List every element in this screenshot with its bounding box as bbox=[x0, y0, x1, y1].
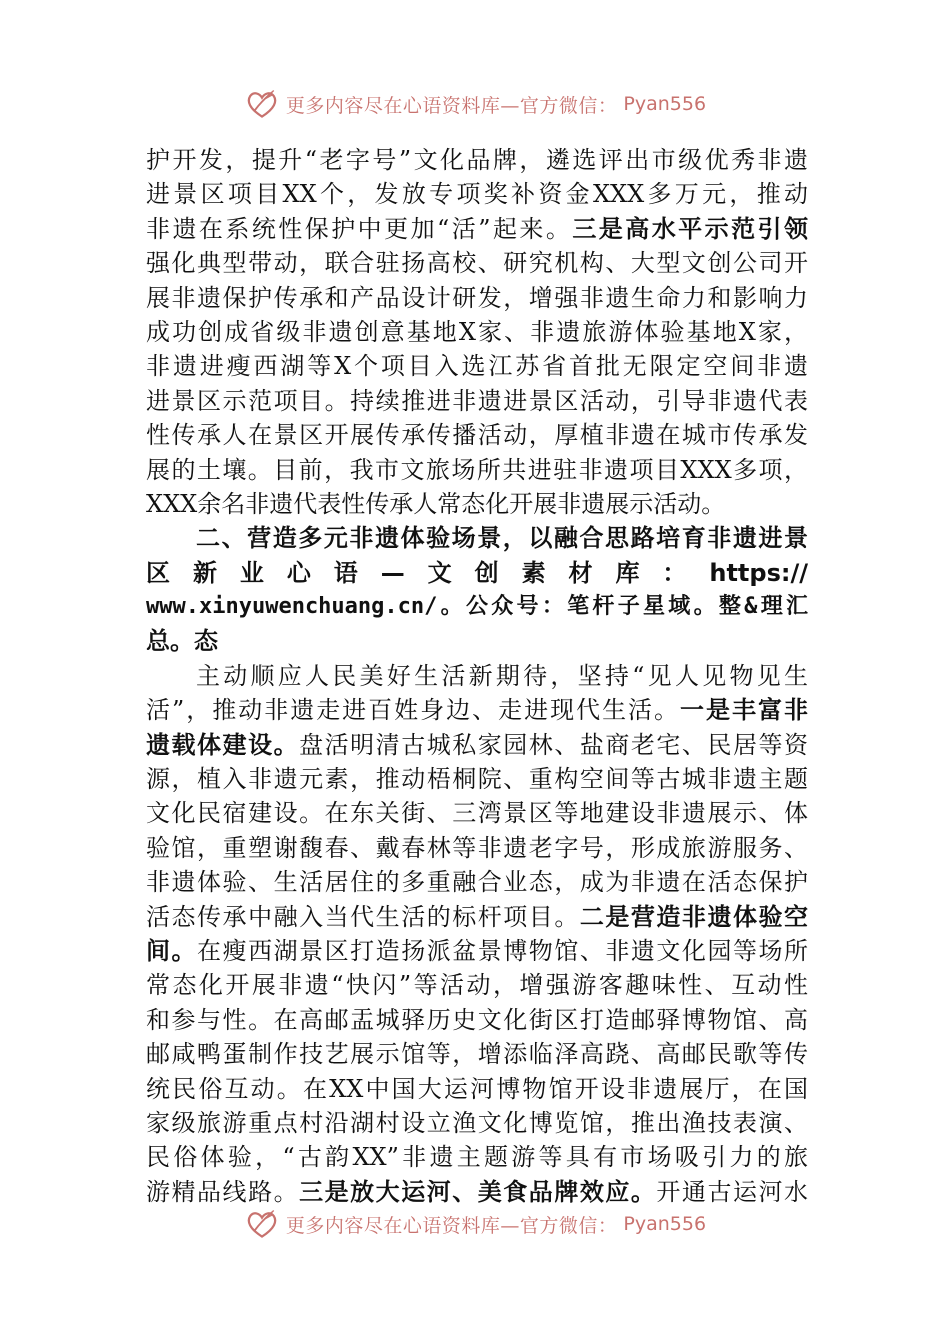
text-line bbox=[146, 900, 808, 934]
heading-line: www.xinyuwenchuang.cn/。公众号：笔杆子星域。整&理汇 bbox=[146, 594, 808, 620]
text-line bbox=[146, 246, 808, 280]
watermark-text: 更多内容尽在心语资料库—官方微信： bbox=[285, 1214, 618, 1237]
text-run: 主动顺应人民美好生活新期待，坚持“见人见物见生 bbox=[196, 661, 808, 690]
text-run: 开通古运河水 bbox=[656, 1177, 808, 1206]
text-line bbox=[146, 865, 808, 899]
section-heading bbox=[146, 521, 808, 659]
text-line bbox=[146, 1140, 808, 1174]
text-run: 文化民宿建设。在东关街、三湾景区等地建设非遗展示、体 bbox=[146, 799, 808, 828]
text-run: 进景区示范项目。持续推进非遗进景区活动，引导非遗代表 bbox=[146, 386, 808, 415]
heart-feather-logo-icon bbox=[244, 86, 280, 122]
text-run: 和参与性。在高邮盂城驿历史文化街区打造邮驿博物馆、高 bbox=[146, 1005, 808, 1034]
text-run: 盘活明清古城私家园林、盐商老宅、民居等资 bbox=[299, 730, 808, 759]
text-run: 民俗体验，“古韵XX”非遗主题游等具有市场吸引力的旅 bbox=[146, 1143, 808, 1172]
text-line bbox=[146, 1037, 808, 1071]
text-run: 在瘦西湖景区打造扬派盆景博物馆、非遗文化园等场所 bbox=[197, 936, 808, 965]
bold-phrase: 间。 bbox=[146, 936, 198, 965]
text-run: 验馆，重塑谢馥春、戴春林等非遗老字号，形成旅游服务、 bbox=[146, 833, 808, 862]
text-run: 游精品线路。 bbox=[146, 1177, 300, 1206]
paragraph-heritage-scenic bbox=[146, 143, 808, 521]
text-run: 非遗体验、生活居住的多重融合业态，成为非遗在活态保护 bbox=[146, 868, 808, 897]
text-run: 性传承人在景区开展传承传播活动，厚植非遗在城市传承发 bbox=[146, 421, 808, 450]
watermark-text: 更多内容尽在心语资料库—官方微信： bbox=[285, 94, 618, 117]
text-line bbox=[146, 418, 808, 452]
text-line bbox=[146, 143, 808, 177]
text-run: 成功创成省级非遗创意基地X家、非遗旅游体验基地X家， bbox=[146, 317, 808, 346]
text-line bbox=[146, 453, 808, 487]
text-run: 活态传承中融入当代生活的标杆项目。 bbox=[146, 902, 580, 931]
heading-line: 二、营造多元非遗体验场景，以融合思路培育非遗进景 bbox=[196, 524, 808, 553]
text-run: 源，植入非遗元素，推动梧桐院、重构空间等古城非遗主题 bbox=[146, 765, 808, 794]
text-line bbox=[146, 1072, 808, 1106]
watermark-wechat-id: Pyan556 bbox=[623, 1213, 707, 1235]
heading-line: 区新业心语—文创素材库：https:// bbox=[146, 558, 808, 587]
text-line bbox=[146, 487, 808, 521]
text-run: XXX余名非遗代表性传承人常态化开展非遗展示活动。 bbox=[146, 489, 726, 518]
text-line bbox=[146, 349, 808, 383]
text-line bbox=[146, 659, 808, 693]
text-run: 活”，推动非遗走进百姓身边、走进现代生活。 bbox=[146, 696, 681, 725]
text-run: 进景区项目XX个，发放专项奖补资金XXX多万元，推动 bbox=[146, 180, 808, 209]
text-run: 家级旅游重点村沿湖村设立渔文化博览馆，推出渔技表演、 bbox=[146, 1108, 808, 1137]
bold-phrase: 三是放大运河、美食品牌效应。 bbox=[299, 1177, 657, 1206]
document-body bbox=[146, 143, 808, 1209]
text-run: 展非遗保护传承和产品设计研发，增强非遗生命力和影响力 bbox=[146, 283, 808, 312]
bold-phrase: 三是高水平示范引领 bbox=[572, 214, 808, 243]
text-line bbox=[146, 934, 808, 968]
text-line bbox=[146, 796, 808, 830]
bold-phrase: 一是丰富非 bbox=[680, 696, 808, 725]
text-line bbox=[146, 177, 808, 211]
text-line bbox=[146, 693, 808, 727]
text-line bbox=[146, 1003, 808, 1037]
bold-phrase: 二是营造非遗体验空 bbox=[579, 902, 808, 931]
text-line bbox=[146, 281, 808, 315]
watermark-footer bbox=[0, 1204, 950, 1244]
text-run: 强化典型带动，联合驻扬高校、研究机构、大型文创公司开 bbox=[146, 249, 808, 278]
text-line bbox=[146, 728, 808, 762]
text-line bbox=[146, 762, 808, 796]
text-run: 非遗进瘦西湖等X个项目入选江苏省首批无限定空间非遗 bbox=[146, 352, 808, 381]
text-line bbox=[146, 315, 808, 349]
text-run: 展的土壤。目前，我市文旅场所共进驻非遗项目XXX多项， bbox=[146, 455, 808, 484]
text-run: 护开发，提升“老字号”文化品牌，遴选评出市级优秀非遗 bbox=[146, 146, 808, 174]
text-line bbox=[146, 384, 808, 418]
text-line bbox=[146, 831, 808, 865]
text-line bbox=[146, 212, 808, 246]
heading-line: 总。态 bbox=[146, 627, 218, 656]
text-line bbox=[146, 1106, 808, 1140]
text-run: 邮咸鸭蛋制作技艺展示馆等，增添临泽高跷、高邮民歌等传 bbox=[146, 1040, 808, 1069]
watermark-wechat-id: Pyan556 bbox=[623, 93, 707, 115]
paragraph-heritage-experience bbox=[146, 659, 808, 1209]
text-line bbox=[146, 968, 808, 1002]
heart-feather-logo-icon bbox=[244, 1206, 280, 1242]
bold-phrase: 遗载体建设。 bbox=[146, 730, 300, 759]
text-run: 非遗在系统性保护中更加“活”起来。 bbox=[146, 214, 573, 243]
text-run: 统民俗互动。在XX中国大运河博物馆开设非遗展厅，在国 bbox=[146, 1074, 808, 1103]
text-run: 常态化开展非遗“快闪”等活动，增强游客趣味性、互动性 bbox=[146, 971, 808, 1000]
watermark-header bbox=[0, 84, 950, 124]
